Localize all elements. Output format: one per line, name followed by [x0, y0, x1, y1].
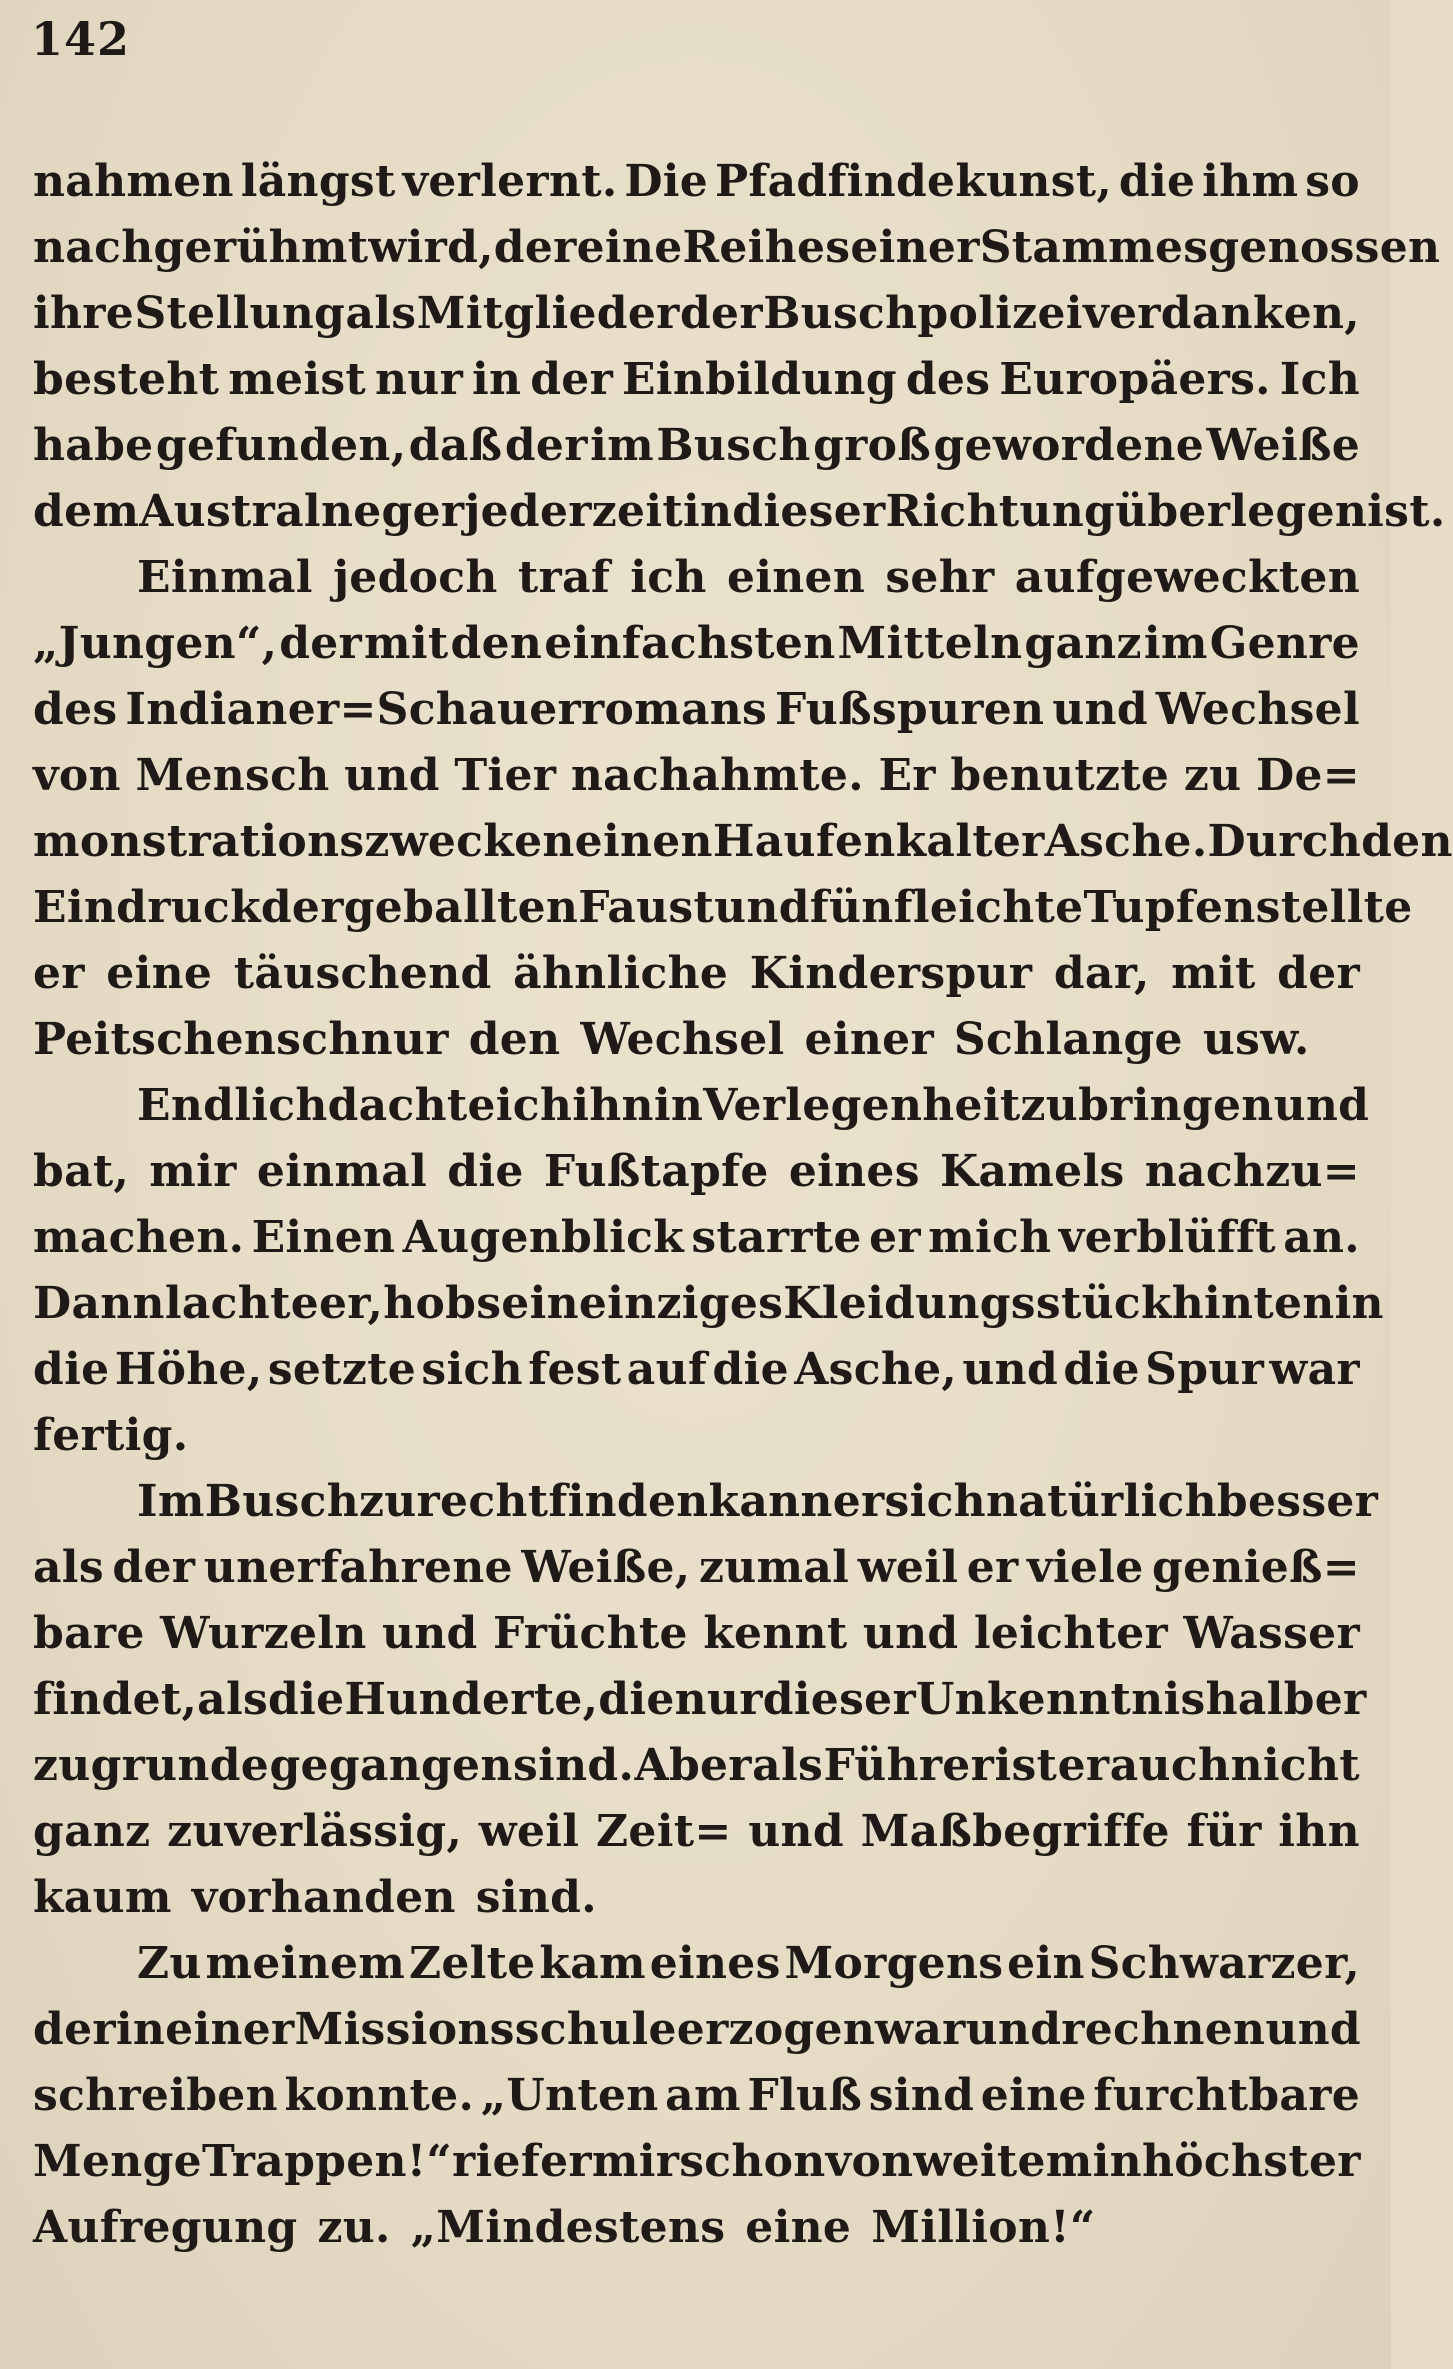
- word: kam: [539, 1937, 646, 1989]
- word: Reihe: [682, 221, 826, 273]
- word: den: [450, 617, 543, 669]
- word: Schlange: [953, 1013, 1183, 1065]
- word: dachte: [327, 1079, 496, 1131]
- word: gefunden,: [155, 419, 407, 471]
- word: stellte: [1255, 881, 1413, 933]
- word: Dann: [33, 1277, 165, 1329]
- word: Europäers.: [999, 353, 1271, 405]
- word: er: [966, 1541, 1019, 1593]
- word: eine: [576, 221, 683, 273]
- word: gewordene: [933, 419, 1205, 471]
- word: Fußtapfe: [543, 1145, 769, 1197]
- word: die: [1118, 155, 1196, 207]
- word: weil: [478, 1805, 580, 1857]
- word: nachgerühmt: [33, 221, 369, 273]
- word: bat,: [33, 1145, 130, 1197]
- word: usw.: [1202, 1013, 1310, 1065]
- word: die: [598, 1673, 675, 1725]
- text-line: [33, 1006, 1360, 1072]
- word: verdanken,: [1083, 287, 1360, 339]
- word: Wechsel: [1155, 683, 1360, 735]
- word: Hunderte,: [344, 1673, 599, 1725]
- text-line: [33, 610, 1360, 676]
- text-line: [33, 1336, 1360, 1402]
- word: und: [862, 1607, 959, 1659]
- word: bare: [33, 1607, 145, 1659]
- word: Die: [624, 155, 709, 207]
- text-line: [33, 874, 1413, 940]
- word: Trappen!“: [201, 2135, 453, 2187]
- word: Fußspuren: [775, 683, 1045, 735]
- word: ich: [630, 551, 707, 603]
- word: Wechsel: [580, 1013, 785, 1065]
- word: Mitglieder: [416, 287, 680, 339]
- body-text: [33, 148, 1453, 2260]
- word: dieser: [732, 485, 886, 537]
- word: Mensch: [135, 749, 330, 801]
- word: Busch: [656, 419, 811, 471]
- word: von: [33, 749, 121, 801]
- word: daß: [408, 419, 503, 471]
- word: kalter: [895, 815, 1045, 867]
- word: ihm: [1202, 155, 1299, 207]
- text-line: [33, 544, 1360, 610]
- word: und: [1052, 683, 1148, 735]
- word: als: [345, 287, 417, 339]
- word: Aber: [634, 1739, 752, 1791]
- word: Eindruck: [33, 881, 261, 933]
- word: einen: [726, 551, 866, 603]
- word: von: [825, 2135, 914, 2187]
- word: fest: [528, 1343, 622, 1395]
- word: Weiße,: [521, 1541, 691, 1593]
- word: Er: [878, 749, 936, 801]
- text-line: [33, 1798, 1360, 1864]
- word: in: [471, 353, 522, 405]
- word: Haufen: [712, 815, 896, 867]
- word: eine: [980, 2069, 1087, 2121]
- word: rief: [452, 2135, 541, 2187]
- word: verblüfft: [1058, 1211, 1276, 1263]
- word: setzte: [267, 1343, 417, 1395]
- word: gegangen: [269, 1739, 513, 1791]
- word: Wasser: [1183, 1607, 1360, 1659]
- word: vorhanden: [191, 1871, 456, 1923]
- word: Stammesgenossen: [979, 221, 1441, 273]
- word: in: [1334, 1277, 1384, 1329]
- word: unerfahrene: [203, 1541, 513, 1593]
- word: zurechtfinden: [358, 1475, 709, 1527]
- word: Indianer=Schauerromans: [125, 683, 768, 735]
- word: machen.: [33, 1211, 245, 1263]
- word: für: [1186, 1805, 1262, 1857]
- word: viele: [1027, 1541, 1144, 1593]
- word: die: [33, 1343, 110, 1395]
- text-line: [33, 1270, 1384, 1336]
- word: einer: [804, 1013, 934, 1065]
- word: sind.: [475, 1871, 597, 1923]
- word: ähnliche: [513, 947, 729, 999]
- text-line: [33, 1864, 1360, 1930]
- word: zuverlässig,: [167, 1805, 463, 1857]
- word: an.: [1283, 1211, 1360, 1263]
- word: leichte: [912, 881, 1084, 933]
- word: monstrationszwecken: [33, 815, 575, 867]
- word: Durch: [1207, 815, 1362, 867]
- word: ist: [994, 1739, 1058, 1791]
- text-line: [33, 412, 1360, 478]
- word: er: [869, 1211, 921, 1263]
- word: ganz: [33, 1805, 151, 1857]
- word: zu: [1020, 1079, 1079, 1131]
- word: eines: [649, 1937, 781, 1989]
- word: auf: [626, 1343, 708, 1395]
- word: und: [344, 749, 440, 801]
- word: des: [905, 353, 991, 405]
- word: Einen: [251, 1211, 396, 1263]
- word: aufgeweckten: [1014, 551, 1360, 603]
- word: und: [1265, 2003, 1361, 2055]
- word: zu.: [317, 2201, 391, 2253]
- word: natürlich: [985, 1475, 1217, 1527]
- word: mit: [1171, 947, 1256, 999]
- word: Ich: [1279, 353, 1360, 405]
- text-line: [33, 1534, 1360, 1600]
- word: fünf: [809, 881, 913, 933]
- word: besteht: [33, 353, 220, 405]
- word: kennt: [703, 1607, 848, 1659]
- word: einen: [574, 815, 713, 867]
- word: und: [1273, 1079, 1370, 1131]
- word: Genre: [1209, 617, 1360, 669]
- word: jedoch: [333, 551, 498, 603]
- word: am: [665, 2069, 741, 2121]
- text-line: [33, 346, 1360, 412]
- word: ganz: [1024, 617, 1142, 669]
- word: Stellung: [134, 287, 346, 339]
- word: ist.: [1367, 485, 1446, 537]
- word: einer: [165, 2003, 295, 2055]
- word: Maßbegriffe: [860, 1805, 1170, 1857]
- word: Tupfen: [1083, 881, 1256, 933]
- text-line: [33, 1930, 1360, 1996]
- word: überlegen: [1115, 485, 1368, 537]
- word: ihre: [33, 287, 135, 339]
- word: Spur: [1145, 1343, 1265, 1395]
- word: die: [712, 1343, 789, 1395]
- word: im: [1143, 617, 1208, 669]
- word: des: [33, 683, 118, 735]
- text-line: [33, 1468, 1379, 1534]
- word: sehr: [885, 551, 995, 603]
- word: nahmen: [33, 155, 234, 207]
- word: habe: [33, 419, 154, 471]
- word: hinten: [1171, 1277, 1335, 1329]
- word: als: [752, 1739, 824, 1791]
- word: so: [1305, 155, 1360, 207]
- word: Unkenntnis: [915, 1673, 1206, 1725]
- word: Zelte: [408, 1937, 536, 1989]
- word: sein: [476, 1277, 579, 1329]
- word: bringen: [1078, 1079, 1274, 1131]
- word: Tier: [454, 749, 557, 801]
- word: dieser: [762, 1673, 916, 1725]
- word: mir: [591, 2135, 680, 2187]
- word: im: [590, 419, 654, 471]
- word: höchster: [1141, 2135, 1361, 2187]
- word: schreiben: [33, 2069, 278, 2121]
- word: er: [33, 947, 85, 999]
- word: der: [33, 2003, 116, 2055]
- word: Faust: [578, 881, 715, 933]
- text-line: [33, 2062, 1360, 2128]
- word: und: [381, 1607, 478, 1659]
- word: erzogen: [676, 2003, 876, 2055]
- word: Menge: [33, 2135, 202, 2187]
- word: Verlegenheit: [703, 1079, 1021, 1131]
- word: der: [504, 419, 588, 471]
- word: besser: [1216, 1475, 1379, 1527]
- word: er,: [318, 1277, 384, 1329]
- word: den: [1361, 815, 1453, 867]
- text-line: [33, 742, 1360, 808]
- word: lachte: [164, 1277, 319, 1329]
- text-line: [33, 1666, 1367, 1732]
- word: war: [1269, 1343, 1360, 1395]
- word: ihn: [1278, 1805, 1360, 1857]
- word: halber: [1205, 1673, 1367, 1725]
- word: Früchte: [492, 1607, 688, 1659]
- word: „Mindestens: [410, 2201, 726, 2253]
- word: kann: [708, 1475, 833, 1527]
- word: sind: [868, 2069, 975, 2121]
- word: Endlich: [137, 1079, 328, 1131]
- text-line: [33, 1996, 1360, 2062]
- word: nur: [674, 1673, 763, 1725]
- word: Kinderspur: [749, 947, 1033, 999]
- word: mit: [364, 617, 449, 669]
- word: dar,: [1053, 947, 1150, 999]
- word: Im: [137, 1475, 205, 1527]
- word: Augenblick: [402, 1211, 685, 1263]
- word: die: [268, 1673, 345, 1725]
- text-line: [33, 1402, 1360, 1468]
- word: als: [33, 1541, 104, 1593]
- word: De=: [1256, 749, 1360, 801]
- word: nachahmte.: [570, 749, 864, 801]
- word: sind.: [513, 1739, 635, 1791]
- word: leichter: [973, 1607, 1168, 1659]
- word: findet,: [33, 1673, 198, 1725]
- word: weil: [857, 1541, 959, 1593]
- word: längst: [240, 155, 396, 207]
- page-number: 142: [31, 12, 131, 66]
- text-line: [33, 2194, 1360, 2260]
- word: Australneger: [139, 485, 465, 537]
- text-line: [33, 1600, 1360, 1666]
- word: sich: [421, 1343, 523, 1395]
- word: starrte: [691, 1211, 862, 1263]
- word: er: [540, 2135, 592, 2187]
- word: benutzte: [950, 749, 1170, 801]
- word: Buschpolizei: [763, 287, 1083, 339]
- word: schon: [679, 2135, 826, 2187]
- word: zumal: [698, 1541, 850, 1593]
- word: als: [197, 1673, 269, 1725]
- text-line: [33, 940, 1360, 1006]
- word: eine: [106, 947, 213, 999]
- word: Missionsschule: [294, 2003, 677, 2055]
- word: genieß=: [1152, 1541, 1360, 1593]
- word: traf: [517, 551, 611, 603]
- word: mich: [928, 1211, 1052, 1263]
- text-line: [33, 280, 1360, 346]
- word: der: [112, 1541, 196, 1593]
- word: nur: [374, 353, 464, 405]
- word: Zeit=: [596, 1805, 732, 1857]
- text-line: [33, 1072, 1370, 1138]
- word: er: [832, 1475, 885, 1527]
- word: Aufregung: [33, 2201, 298, 2253]
- word: Pfadfindekunst,: [714, 155, 1113, 207]
- word: einfachsten: [544, 617, 836, 669]
- word: hob: [383, 1277, 477, 1329]
- text-line: [33, 1204, 1360, 1270]
- word: Wurzeln: [160, 1607, 367, 1659]
- word: Einbildung: [621, 353, 897, 405]
- word: Asche,: [794, 1343, 958, 1395]
- word: Busch: [204, 1475, 359, 1527]
- word: nachzu=: [1144, 1145, 1360, 1197]
- word: Einmal: [137, 551, 313, 603]
- text-line: [33, 148, 1360, 214]
- word: meinem: [205, 1937, 406, 1989]
- word: und: [748, 1805, 844, 1857]
- word: wird,: [368, 221, 494, 273]
- word: in: [115, 2003, 166, 2055]
- word: Kleidungsstück: [783, 1277, 1172, 1329]
- word: die: [1063, 1343, 1140, 1395]
- word: der: [530, 353, 614, 405]
- word: auch: [1109, 1739, 1231, 1791]
- text-line: [33, 2128, 1360, 2194]
- word: geballten: [343, 881, 579, 933]
- word: und: [962, 1343, 1059, 1395]
- word: kaum: [33, 1871, 172, 1923]
- word: meist: [228, 353, 367, 405]
- word: er: [1057, 1739, 1110, 1791]
- word: jederzeit: [464, 485, 683, 537]
- word: zu: [1183, 749, 1242, 801]
- word: nicht: [1230, 1739, 1360, 1791]
- word: Richtung: [885, 485, 1116, 537]
- word: furchtbare: [1093, 2069, 1360, 2121]
- word: rechnen: [1061, 2003, 1266, 2055]
- text-line: [33, 808, 1453, 874]
- word: der: [279, 617, 363, 669]
- word: eines: [788, 1145, 920, 1197]
- word: Mitteln: [837, 617, 1023, 669]
- word: konnte.: [284, 2069, 475, 2121]
- word: dem: [33, 485, 140, 537]
- word: einmal: [256, 1145, 428, 1197]
- word: der: [493, 221, 577, 273]
- word: einziges: [578, 1277, 784, 1329]
- word: und: [714, 881, 810, 933]
- text-line: [33, 676, 1360, 742]
- text-line: [33, 214, 1441, 280]
- word: Zu: [137, 1937, 202, 1989]
- word: fertig.: [33, 1409, 189, 1461]
- word: in: [653, 1079, 704, 1131]
- word: den: [468, 1013, 561, 1065]
- word: Fluß: [747, 2069, 863, 2121]
- word: Führer: [823, 1739, 995, 1791]
- word: war: [875, 2003, 966, 2055]
- word: „Jungen“,: [33, 617, 278, 669]
- word: Höhe,: [114, 1343, 263, 1395]
- word: Weiße: [1206, 419, 1360, 471]
- word: Kamels: [939, 1145, 1125, 1197]
- word: in: [682, 485, 733, 537]
- text-line: [33, 478, 1446, 544]
- word: Morgens: [784, 1937, 1004, 1989]
- word: eine: [745, 2201, 852, 2253]
- word: mir: [149, 1145, 237, 1197]
- word: sich: [884, 1475, 986, 1527]
- word: groß: [813, 419, 932, 471]
- word: ihn: [572, 1079, 654, 1131]
- word: verlernt.: [402, 155, 618, 207]
- word: Million!“: [871, 2201, 1096, 2253]
- word: ich: [495, 1079, 573, 1131]
- word: Schwarzer,: [1088, 1937, 1360, 1989]
- text-line: [33, 1732, 1360, 1798]
- word: seiner: [825, 221, 980, 273]
- word: zugrunde: [33, 1739, 270, 1791]
- word: ein: [1007, 1937, 1085, 1989]
- word: in: [1092, 2135, 1142, 2187]
- word: der: [1277, 947, 1360, 999]
- word: Asche.: [1044, 815, 1208, 867]
- word: der: [260, 881, 344, 933]
- word: Peitschenschnur: [33, 1013, 449, 1065]
- word: der: [679, 287, 763, 339]
- word: weitem: [913, 2135, 1093, 2187]
- word: und: [965, 2003, 1062, 2055]
- word: täuschend: [233, 947, 492, 999]
- text-line: [33, 1138, 1360, 1204]
- word: „Unten: [480, 2069, 659, 2121]
- word: die: [447, 1145, 524, 1197]
